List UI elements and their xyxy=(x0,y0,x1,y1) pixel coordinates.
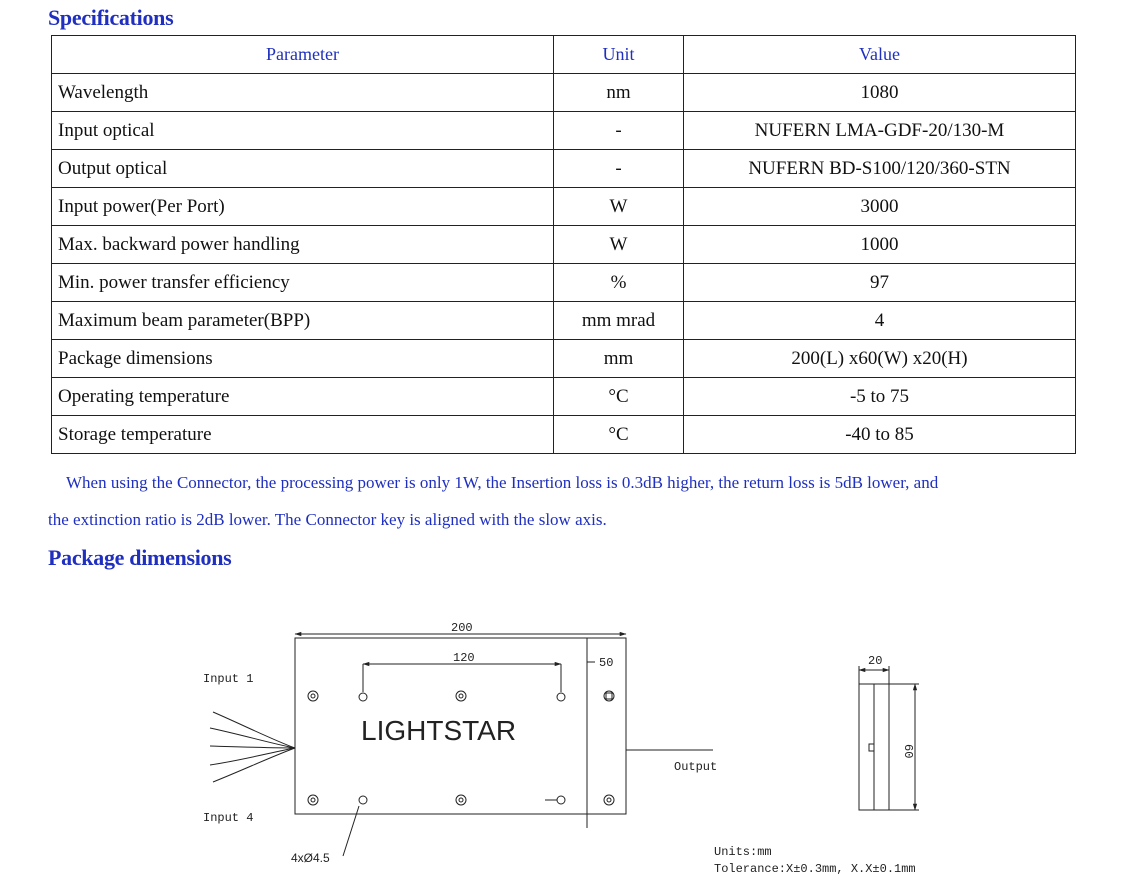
table-row xyxy=(52,340,1076,378)
unit-cell: W xyxy=(554,188,684,226)
value-cell: 1080 xyxy=(684,74,1076,112)
param-cell: Package dimensions xyxy=(52,340,554,378)
table-row xyxy=(52,302,1076,340)
unit-cell: - xyxy=(554,112,684,150)
param-cell: Wavelength xyxy=(52,74,554,112)
param-cell: Input optical xyxy=(52,112,554,150)
table-row xyxy=(52,188,1076,226)
package-dimensions-heading: Package dimensions xyxy=(48,545,232,570)
unit-cell: % xyxy=(554,264,684,302)
unit-cell: mm xyxy=(554,340,684,378)
column-header-value: Value xyxy=(684,36,1076,74)
dim-hole-spacing-label: 120 xyxy=(453,651,475,665)
value-cell: -40 to 85 xyxy=(684,416,1076,454)
dim-width-side-label: 50 xyxy=(599,656,614,670)
value-cell: NUFERN LMA-GDF-20/130-M xyxy=(684,112,1076,150)
side-height-label: 60 xyxy=(901,744,915,759)
units-note: Units:mm xyxy=(714,845,772,859)
mounting-holes xyxy=(308,691,614,805)
param-cell: Output optical xyxy=(52,150,554,188)
tolerance-note: Tolerance:X±0.3mm, X.X±0.1mm xyxy=(714,862,916,876)
connector-note-line-2: the extinction ratio is 2dB lower. The Connector key is aligned with the slow axis. xyxy=(48,510,607,529)
table-row xyxy=(52,264,1076,302)
value-cell: 4 xyxy=(684,302,1076,340)
param-cell: Maximum beam parameter(BPP) xyxy=(52,302,554,340)
specifications-table xyxy=(51,35,1076,454)
specifications-heading: Specifications xyxy=(48,5,174,30)
table-header-row xyxy=(52,36,1076,74)
param-cell: Operating temperature xyxy=(52,378,554,416)
value-cell: 1000 xyxy=(684,226,1076,264)
unit-cell: °C xyxy=(554,378,684,416)
column-header-parameter: Parameter xyxy=(52,36,554,74)
brand-label: LIGHTSTAR xyxy=(361,715,517,746)
param-cell: Min. power transfer efficiency xyxy=(52,264,554,302)
table-row xyxy=(52,150,1076,188)
package-dimensions-drawing xyxy=(183,600,935,893)
input-fibers xyxy=(210,712,295,782)
connector-note-line-1: When using the Connector, the processing power is only 1W, the Insertion loss is 0.3dB higher, the return loss is 5dB lower, and xyxy=(66,473,939,492)
dim-length-label: 200 xyxy=(451,621,473,635)
output-label: Output xyxy=(674,760,718,774)
value-cell: 3000 xyxy=(684,188,1076,226)
value-cell: NUFERN BD-S100/120/360-STN xyxy=(684,150,1076,188)
table-row xyxy=(52,416,1076,454)
value-cell: -5 to 75 xyxy=(684,378,1076,416)
param-cell: Storage temperature xyxy=(52,416,554,454)
value-cell: 200(L) x60(W) x20(H) xyxy=(684,340,1076,378)
column-header-unit: Unit xyxy=(554,36,684,74)
table-row xyxy=(52,378,1076,416)
input-1-label: Input 1 xyxy=(203,672,254,686)
unit-cell: °C xyxy=(554,416,684,454)
value-cell: 97 xyxy=(684,264,1076,302)
holes-callout: 4xØ4.5 xyxy=(291,851,330,865)
unit-cell: nm xyxy=(554,74,684,112)
table-row xyxy=(52,226,1076,264)
unit-cell: - xyxy=(554,150,684,188)
table-row xyxy=(52,112,1076,150)
input-4-label: Input 4 xyxy=(203,811,254,825)
param-cell: Max. backward power handling xyxy=(52,226,554,264)
unit-cell: mm mrad xyxy=(554,302,684,340)
side-width-label: 20 xyxy=(868,654,883,668)
param-cell: Input power(Per Port) xyxy=(52,188,554,226)
unit-cell: W xyxy=(554,226,684,264)
table-row xyxy=(52,74,1076,112)
